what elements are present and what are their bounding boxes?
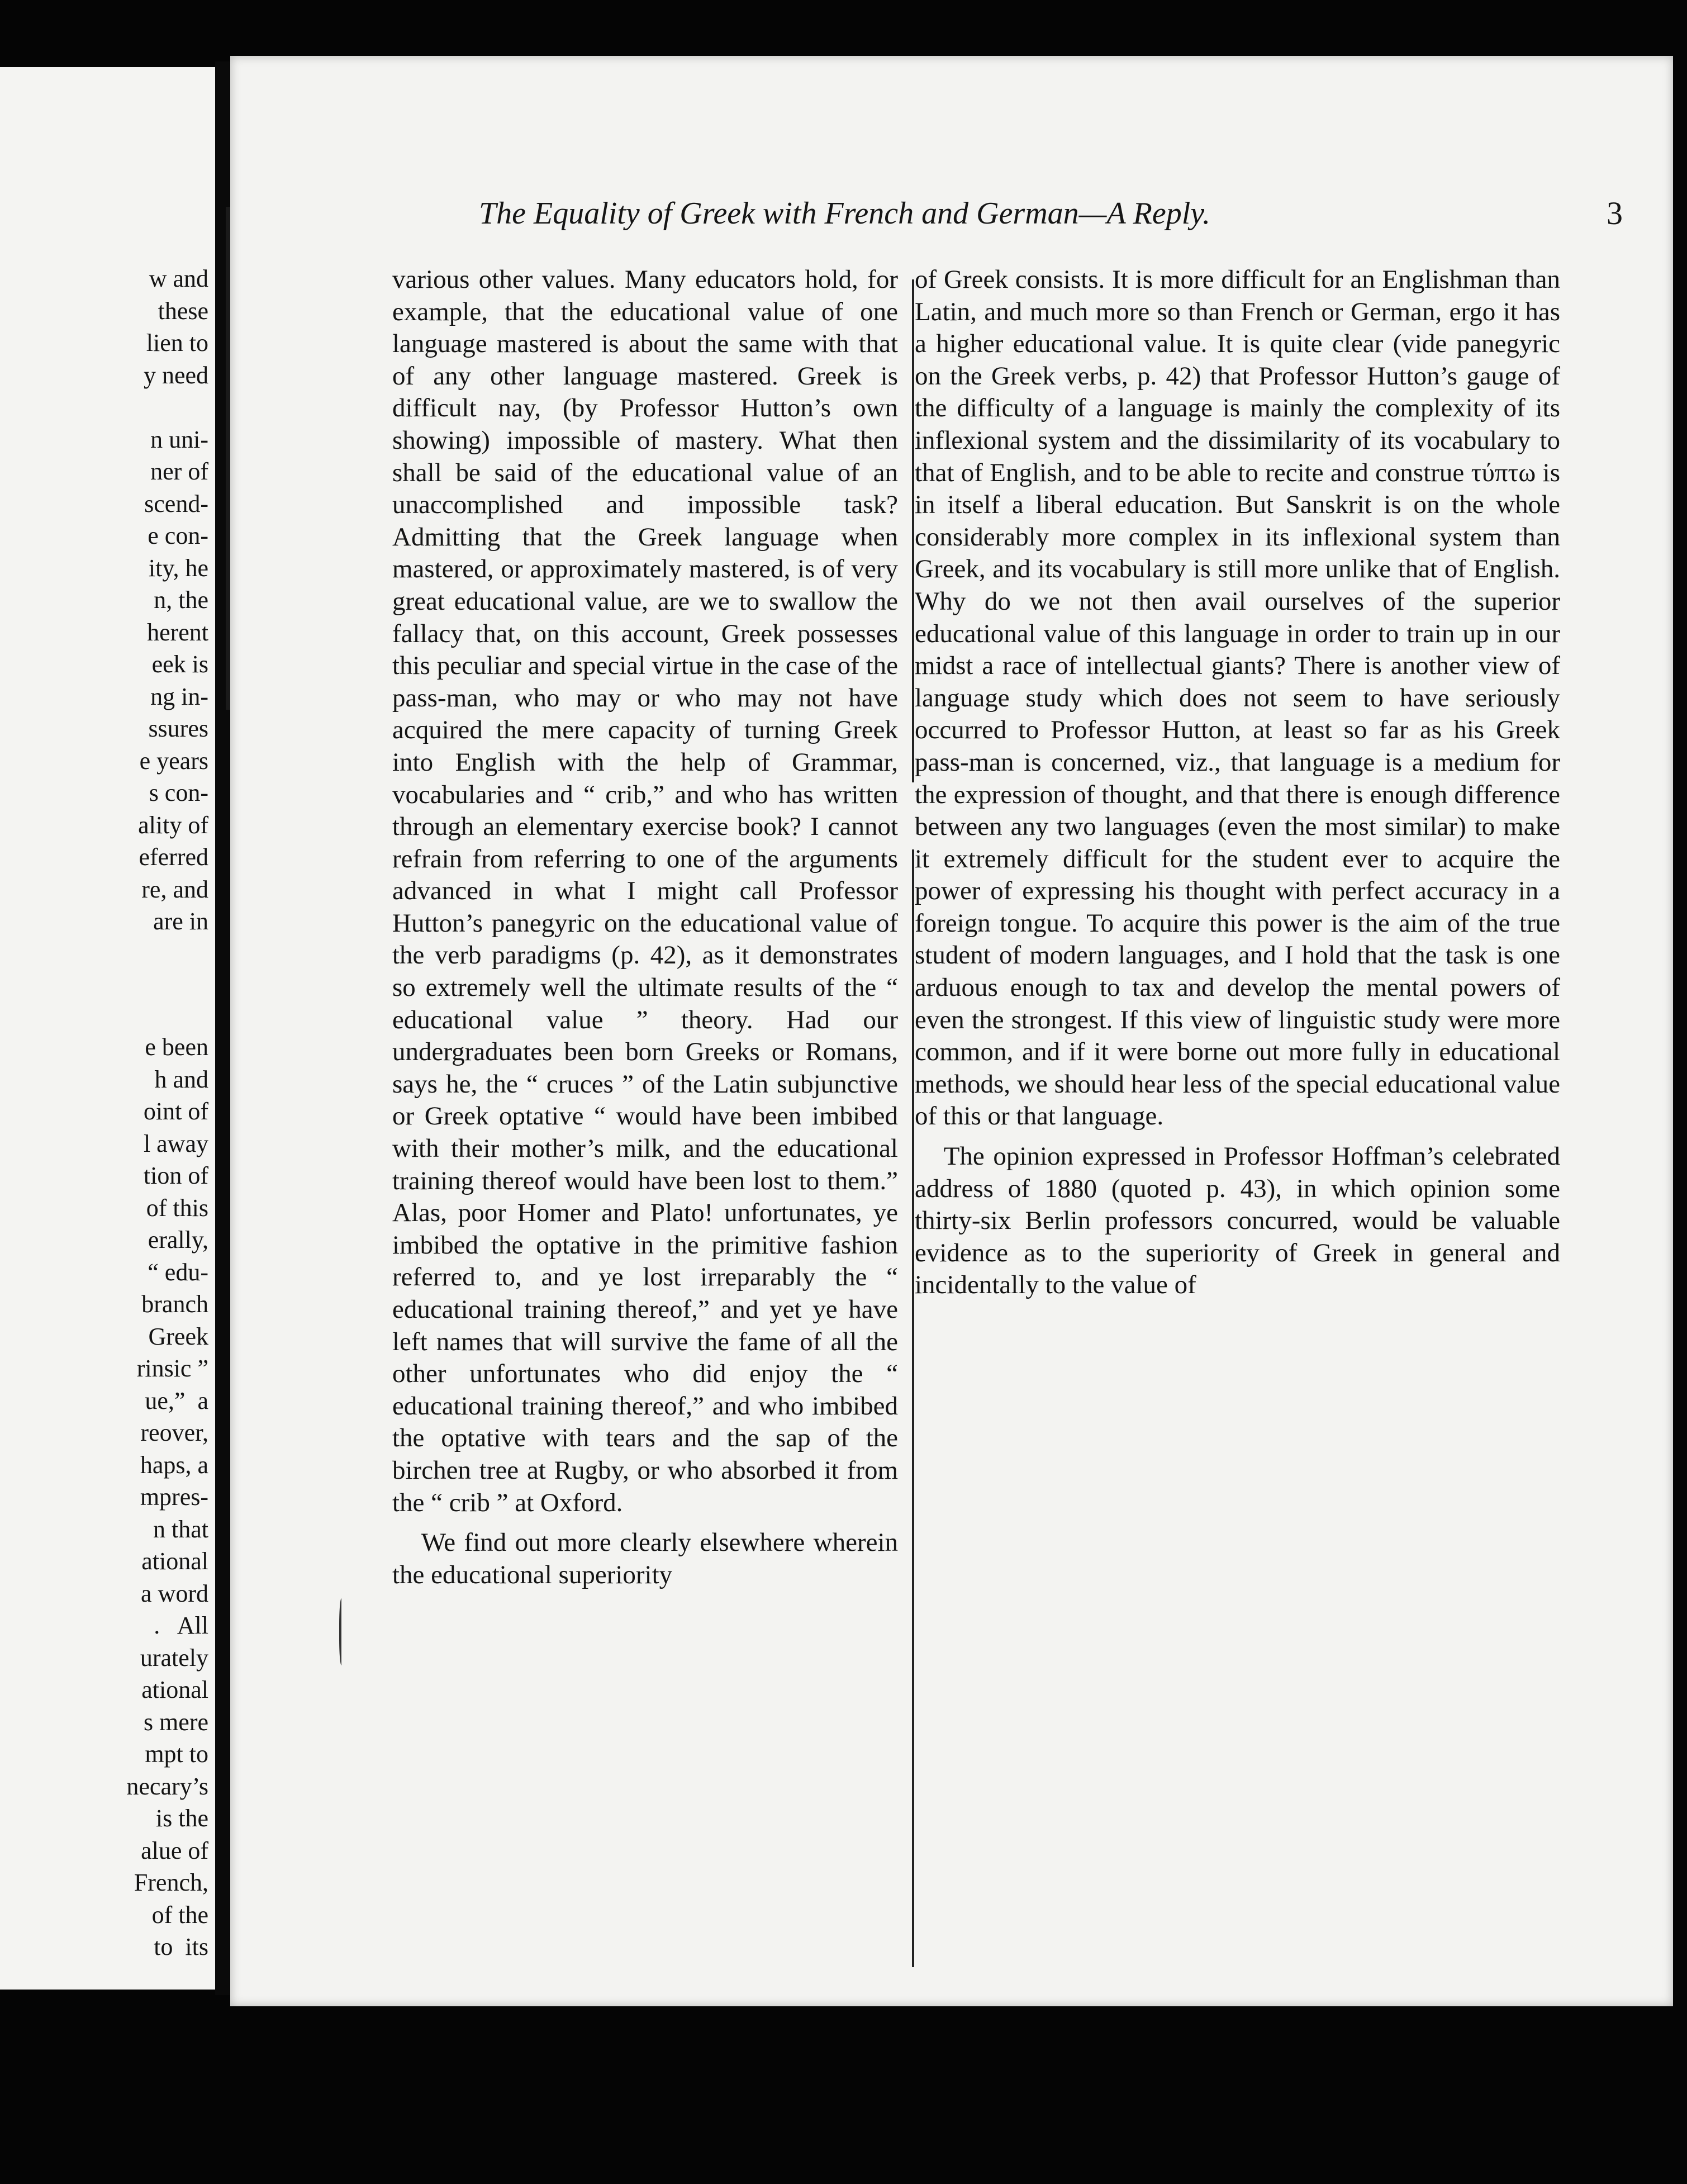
paragraph: The opinion expressed in Professor Hoffman’s celebrated address of 1880 (quoted p. 43), in which opinion some thirty-six Berlin professors concurred, would be valuable evidence as to the superiority of Greek in general and incidentally to the value of [915,1142,1560,1300]
text-column-right [915,264,1560,1302]
facing-page-fragment [0,67,215,1990]
facing-page-lines-top: w and these lien to y need n uni- ner of scend- e con- ity, he n, the herent eek is ng in- ssures e years s con- ality of eferred re, and are in [138,265,208,935]
column-divider [912,279,914,782]
facing-page-lines-bottom: e been h and oint of l away tion of of this erally, “ edu- branch Greek rinsic ” ue,” a reover, haps, a mpres- n that ational a word . All urately ational s mere mpt to necary’s is the alue of French, of the to its [126,1033,208,1960]
paragraph: various other values. Many educators hold, for example, that the educational value of one language mastered is about the same with that of any other language mastered. Greek is difficult nay, (by Professor Hutton’s own showing) impossible of mastery. What then shall be said of the educational value of an unaccomplished and impossible task? Admitting that the Greek language when mastered, or approximately mastered, is of very great educational value, are we to swallow the fallacy that, on this account, Greek possesses this peculiar and special virtue in the case of the pass-man, who may or who may not have acquired the mere capacity of turning Greek into English with the help of Grammar, vocabularies and “ crib,” and who has written through an elementary exercise book? I cannot refrain from referring to one of the arguments advanced in what I might call Professor Hutton’s panegyric on the educational value of the verb paradigms (p. 42), as it demonstrates so extremely well the ultimate results of the “ educational value ” theory. Had our undergraduates been born Greeks or Romans, says he, the “ cruces ” of the Latin subjunctive or Greek optative “ would have been imbibed with their mother’s milk, and the educational training thereof would have been lost to them.” Alas, poor Homer and Plato! unfortunates, ye imbibed the optative in the primitive fashion referred to, and ye lost irreparably the “ educational training thereof,” and yet ye have left names that will survive the fame of all the other unfortunates who did enjoy the “ educational training thereof,” and who imbibed the optative with tears and the sap of the birchen tree at Rugby, or who absorbed it from the “ crib ” at Oxford. [392,265,898,1517]
paragraph: We find out more clearly elsewhere wherein the educational superiority [392,1528,898,1589]
running-title: The Equality of Greek with French and German—A Reply. [479,196,1211,231]
book-page [230,56,1673,2006]
page-number: 3 [1607,195,1623,231]
margin-pencil-mark [339,1598,345,1665]
column-divider [912,849,914,1967]
text-column-left [392,264,898,1591]
paragraph: of Greek consists. It is more difficult for an Englishman than Latin, and much more so than French or German, ergo it has a higher educational value. It is quite clear (vide panegyric on the Greek verbs, p. 42) that Professor Hutton’s gauge of the difficulty of a language is mainly the complexity of its inflexional system and the dissimilarity of its vocabulary to that of English, and to be able to recite and construe τύπτω is in itself a liberal education. But Sanskrit is on the whole considerably more complex in its inflexional system than Greek, and its vocabulary is still more unlike that of English. Why do we not then avail ourselves of the superior educational value of this language in order to train up in our midst a race of intellectual giants? There is another view of language study which does not seem to have seriously occurred to Professor Hutton, at least so far as his Greek pass-man is concerned, viz., that language is a medium for the expression of thought, and that there is enough difference between any two languages (even the most similar) to make it extremely difficult for the student ever to acquire the power of expressing his thought with perfect accuracy in a foreign tongue. To acquire this power is the aim of the true student of modern languages, and I hold that the task is one arduous enough to tax and develop the mental powers of even the strongest. If this view of linguistic study were more common, and if it were borne out more fully in educational methods, we should hear less of the special educational value of this or that language. [915,265,1560,1131]
